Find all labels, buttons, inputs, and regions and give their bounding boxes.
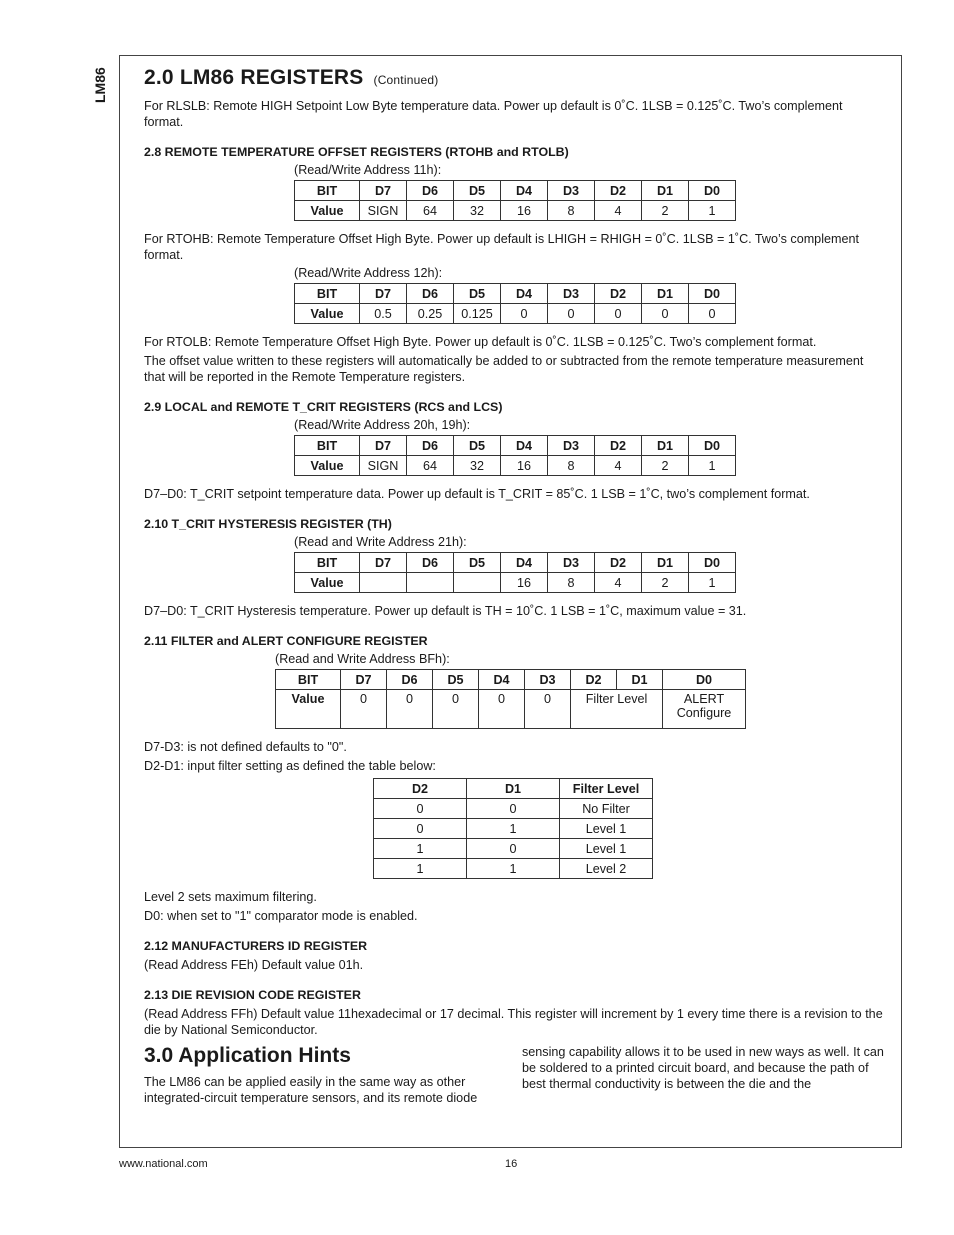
value-cell: 1 — [689, 456, 736, 476]
application-hints-text-col1: The LM86 can be applied easily in the same way as other integrated-circuit temperature sensors, and its remote diode — [144, 1075, 478, 1105]
application-hints-text-col2: sensing capability allows it to be used in new ways as well. It can be soldered to a printed circuit board, and because the path of best thermal conductivity is between the die and the — [522, 1045, 884, 1091]
value-cell — [454, 573, 501, 593]
value-cell: 16 — [501, 456, 548, 476]
bit-cell: D1 — [642, 181, 689, 201]
bit-cell: D5 — [454, 284, 501, 304]
filter-alert-address-caption: (Read and Write Address BFh): — [275, 652, 450, 666]
value-cell: 16 — [501, 201, 548, 221]
bit-cell: D1 — [642, 284, 689, 304]
bit-cell: D1 — [642, 436, 689, 456]
table-cell: 0 — [467, 839, 560, 859]
bit-cell: D2 — [571, 670, 617, 690]
value-cell: 8 — [548, 573, 595, 593]
value-cell: 32 — [454, 456, 501, 476]
value-cell: Value — [295, 201, 360, 221]
value-cell: 2 — [642, 201, 689, 221]
table-row — [374, 839, 653, 859]
value-cell: 2 — [642, 456, 689, 476]
footer-website: www.national.com — [119, 1158, 208, 1170]
table-row — [374, 819, 653, 839]
page-frame — [119, 55, 902, 1148]
value-cell: 0 — [341, 690, 387, 729]
bit-cell: BIT — [295, 436, 360, 456]
value-cell: 4 — [595, 456, 642, 476]
bit-cell: BIT — [295, 181, 360, 201]
value-cell — [407, 573, 454, 593]
offset-description: The offset value written to these registers will automatically be added to or subtracted from the remote temperature measurement that will be reported in the Remote Temperature registers. — [144, 354, 864, 384]
filter-table-header — [374, 779, 653, 799]
value-row — [295, 304, 736, 324]
part-number-side-label: LM86 — [92, 67, 108, 103]
table-cell: 1 — [467, 859, 560, 879]
bit-cell: D3 — [548, 181, 595, 201]
value-cell: 0 — [525, 690, 571, 729]
rtohb-register-table — [294, 180, 736, 221]
table-cell: 0 — [374, 819, 467, 839]
table-cell: 1 — [374, 839, 467, 859]
bit-cell: D1 — [617, 670, 663, 690]
bit-cell: D7 — [341, 670, 387, 690]
bit-cell: D4 — [501, 553, 548, 573]
bit-cell: D7 — [360, 436, 407, 456]
level-2-note: Level 2 sets maximum filtering. — [144, 890, 317, 904]
value-row — [276, 690, 746, 729]
value-cell: 64 — [407, 201, 454, 221]
hysteresis-register-table — [294, 552, 736, 593]
table-cell: 0 — [374, 799, 467, 819]
bit-cell: D5 — [454, 553, 501, 573]
bit-row — [295, 436, 736, 456]
tcrit-description: D7–D0: T_CRIT setpoint temperature data. Power up default is T_CRIT = 85˚C. 1 LSB = 1˚C, two’s complement format. — [144, 487, 810, 501]
bit-cell: BIT — [295, 284, 360, 304]
table-cell: No Filter — [560, 799, 653, 819]
rtolb-register-table — [294, 283, 736, 324]
bit-cell: D6 — [407, 284, 454, 304]
value-cell: 0.125 — [454, 304, 501, 324]
tcrit-address-caption: (Read/Write Address 20h, 19h): — [294, 418, 471, 432]
rtolb-description: For RTOLB: Remote Temperature Offset High Byte. Power up default is 0˚C. 1LSB = 0.125˚C. Two’s complement format. — [144, 335, 817, 349]
value-cell: Value — [295, 573, 360, 593]
bit-row — [295, 553, 736, 573]
bit-row — [295, 181, 736, 201]
table-cell: 1 — [467, 819, 560, 839]
bit-row — [295, 284, 736, 304]
value-cell: 4 — [595, 201, 642, 221]
bit-cell: D7 — [360, 181, 407, 201]
alert-configure-cell: ALERT Configure — [663, 690, 746, 729]
bit-cell: D6 — [407, 436, 454, 456]
table-cell: Level 1 — [560, 839, 653, 859]
bit-cell: D2 — [595, 284, 642, 304]
value-cell: Value — [276, 690, 341, 729]
header-cell: Filter Level — [560, 779, 653, 799]
table-cell: 0 — [467, 799, 560, 819]
bit-cell: D7 — [360, 284, 407, 304]
filter-level-table — [373, 778, 653, 879]
continued-label: (Continued) — [373, 73, 439, 87]
bit-cell: D2 — [595, 553, 642, 573]
application-hints-title: 3.0 Application Hints — [144, 1044, 351, 1067]
manufacturer-id-description: (Read Address FEh) Default value 01h. — [144, 958, 364, 972]
section-2-13-heading: 2.13 DIE REVISION CODE REGISTER — [144, 988, 361, 1002]
bit-cell: D3 — [525, 670, 571, 690]
d2-d1-note: D2-D1: input filter setting as defined the table below: — [144, 759, 436, 773]
filter-alert-register-table — [275, 669, 746, 729]
value-row — [295, 573, 736, 593]
rtolb-address-caption: (Read/Write Address 12h): — [294, 266, 443, 280]
application-hints-columns — [144, 1044, 884, 1109]
section-2-9-heading: 2.9 LOCAL and REMOTE T_CRIT REGISTERS (RCS and LCS) — [144, 400, 503, 414]
hysteresis-address-caption: (Read and Write Address 21h): — [294, 535, 467, 549]
value-cell: 16 — [501, 573, 548, 593]
d0-note: D0: when set to "1" comparator mode is enabled. — [144, 909, 418, 923]
rtohb-description: For RTOHB: Remote Temperature Offset High Byte. Power up default is LHIGH = RHIGH = 0˚C. 1LSB = 1˚C. Two’s complement format. — [144, 232, 859, 262]
hysteresis-description: D7–D0: T_CRIT Hysteresis temperature. Power up default is TH = 10˚C. 1 LSB = 1˚C, maximum value = 31. — [144, 604, 747, 618]
bit-row — [276, 670, 746, 690]
value-cell: 0 — [387, 690, 433, 729]
page-number: 16 — [505, 1158, 518, 1170]
bit-cell: D6 — [387, 670, 433, 690]
bit-cell: D6 — [407, 181, 454, 201]
bit-cell: D3 — [548, 436, 595, 456]
value-cell: 1 — [689, 201, 736, 221]
value-cell: 32 — [454, 201, 501, 221]
bit-cell: D4 — [501, 181, 548, 201]
value-cell: 0 — [501, 304, 548, 324]
value-cell: 1 — [689, 573, 736, 593]
value-cell: 4 — [595, 573, 642, 593]
value-cell: 0.5 — [360, 304, 407, 324]
value-row — [295, 201, 736, 221]
bit-cell: D0 — [689, 553, 736, 573]
left-column — [144, 1044, 506, 1109]
bit-cell: D0 — [689, 181, 736, 201]
bit-cell: BIT — [276, 670, 341, 690]
rlslb-description: For RLSLB: Remote HIGH Setpoint Low Byte temperature data. Power up default is 0˚C. 1LSB = 0.125˚C. Two’s complement format. — [144, 99, 843, 129]
section-title-text: 2.0 LM86 REGISTERS — [144, 66, 364, 89]
table-cell: Level 2 — [560, 859, 653, 879]
header-cell: D2 — [374, 779, 467, 799]
page-content — [144, 64, 884, 1109]
d7-d3-note: D7-D3: is not defined defaults to "0". — [144, 740, 347, 754]
bit-cell: D0 — [689, 436, 736, 456]
bit-cell: D7 — [360, 553, 407, 573]
right-column — [522, 1044, 884, 1109]
section-2-10-heading: 2.10 T_CRIT HYSTERESIS REGISTER (TH) — [144, 517, 392, 531]
section-2-12-heading: 2.12 MANUFACTURERS ID REGISTER — [144, 939, 368, 953]
die-revision-description: (Read Address FFh) Default value 11hexadecimal or 17 decimal. This register will increment by 1 every time there is a revision to the die by National Semiconductor. — [144, 1007, 883, 1037]
bit-cell: D5 — [454, 181, 501, 201]
value-cell — [360, 573, 407, 593]
value-cell: 8 — [548, 201, 595, 221]
value-cell: SIGN — [360, 201, 407, 221]
value-cell: 64 — [407, 456, 454, 476]
table-row — [374, 859, 653, 879]
section-2-11-heading: 2.11 FILTER and ALERT CONFIGURE REGISTER — [144, 634, 428, 648]
value-cell: Value — [295, 456, 360, 476]
bit-cell: D3 — [548, 553, 595, 573]
bit-cell: D6 — [407, 553, 454, 573]
table-cell: Level 1 — [560, 819, 653, 839]
value-cell: Value — [295, 304, 360, 324]
value-cell: 2 — [642, 573, 689, 593]
value-cell: 8 — [548, 456, 595, 476]
bit-cell: D4 — [501, 436, 548, 456]
table-cell: 1 — [374, 859, 467, 879]
value-cell: 0 — [433, 690, 479, 729]
value-cell: 0 — [642, 304, 689, 324]
tcrit-register-table — [294, 435, 736, 476]
bit-cell: BIT — [295, 553, 360, 573]
bit-cell: D2 — [595, 436, 642, 456]
bit-cell: D4 — [501, 284, 548, 304]
section-title — [144, 66, 884, 90]
bit-cell: D3 — [548, 284, 595, 304]
value-cell: 0 — [689, 304, 736, 324]
bit-cell: D5 — [454, 436, 501, 456]
value-cell: 0 — [595, 304, 642, 324]
bit-cell: D4 — [479, 670, 525, 690]
header-cell: D1 — [467, 779, 560, 799]
filter-level-cell: Filter Level — [571, 690, 663, 729]
bit-cell: D0 — [663, 670, 746, 690]
rtohb-address-caption: (Read/Write Address 11h): — [294, 163, 442, 177]
value-cell: 0.25 — [407, 304, 454, 324]
section-2-8-heading: 2.8 REMOTE TEMPERATURE OFFSET REGISTERS (RTOHB and RTOLB) — [144, 145, 569, 159]
bit-cell: D2 — [595, 181, 642, 201]
table-row — [374, 799, 653, 819]
bit-cell: D0 — [689, 284, 736, 304]
value-cell: SIGN — [360, 456, 407, 476]
value-cell: 0 — [548, 304, 595, 324]
value-row — [295, 456, 736, 476]
bit-cell: D1 — [642, 553, 689, 573]
bit-cell: D5 — [433, 670, 479, 690]
value-cell: 0 — [479, 690, 525, 729]
